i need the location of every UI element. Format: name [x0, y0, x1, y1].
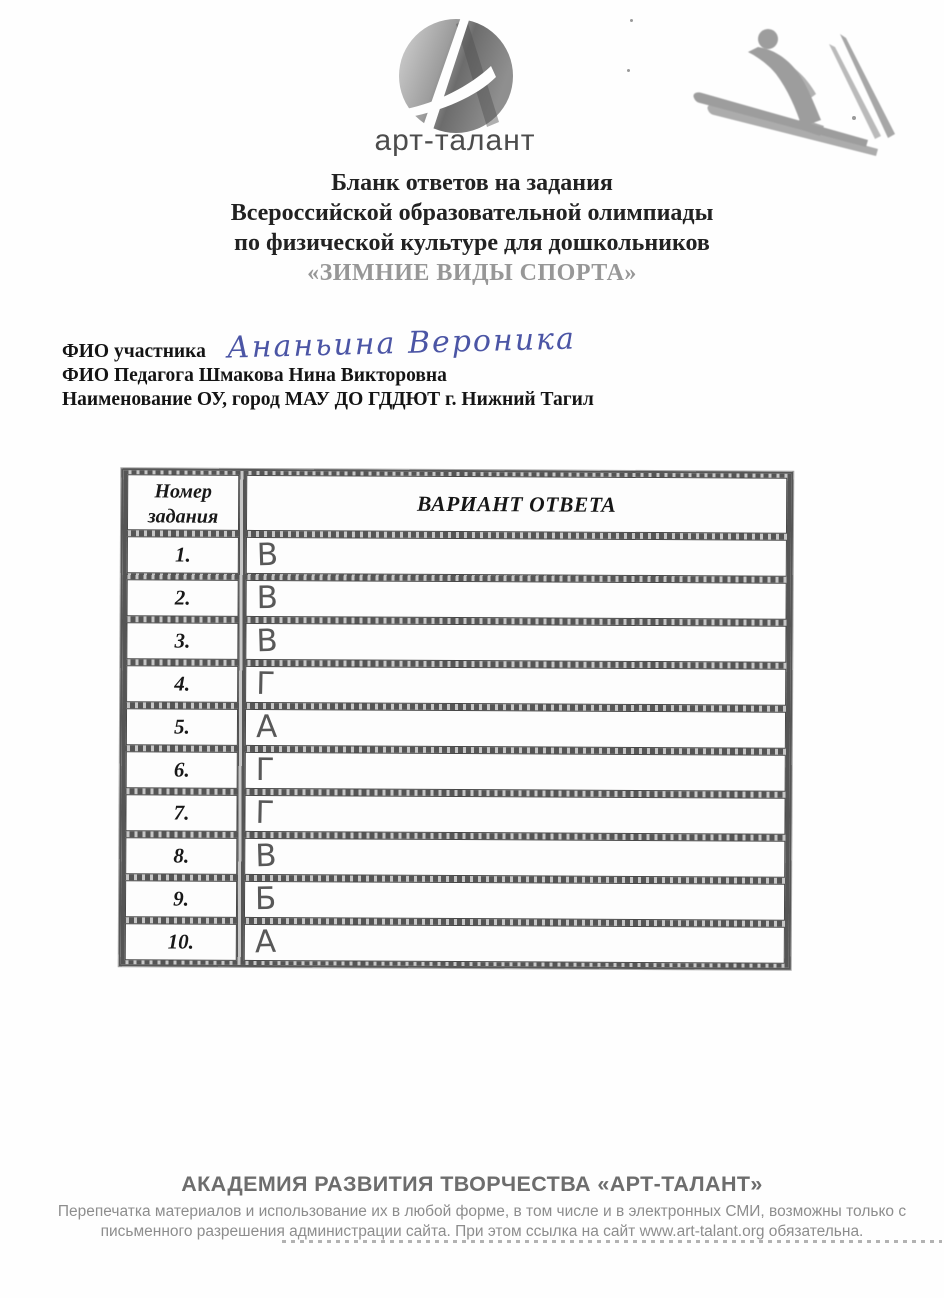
answer-cell [244, 795, 785, 835]
document-title [0, 168, 944, 288]
handwritten-answer: В [256, 579, 279, 617]
handwritten-answer: Г [255, 665, 276, 703]
task-number-cell: 5. [126, 708, 238, 746]
answer-cell [245, 666, 786, 706]
brand-wordmark: арт-талант [374, 124, 536, 157]
handwritten-answer: Г [255, 794, 275, 832]
handwritten-answer: В [255, 622, 279, 660]
participant-info [62, 321, 782, 412]
school-line: Наименование ОУ, город МАУ ДО ГДДЮТ г. Нижний Тагил [62, 389, 594, 410]
participant-name-line [62, 321, 782, 366]
title-line-1: Бланк ответов на задания [331, 170, 613, 196]
task-number-cell: 1. [127, 536, 239, 574]
task-number-cell: 9. [125, 880, 237, 918]
answer-cell [244, 838, 785, 878]
task-number-cell: 4. [126, 665, 238, 703]
task-number-cell: 6. [126, 751, 238, 789]
answer-cell [245, 623, 786, 663]
answer-cell [246, 580, 787, 620]
scanner-artifact-line [282, 1240, 942, 1243]
handwritten-answer: А [254, 923, 277, 961]
handwritten-participant-name: Ананьина Вероника [226, 321, 577, 366]
task-number-cell: 10. [125, 923, 237, 961]
ski-jumper-image [688, 14, 902, 160]
column-header-task-number: Номер задания [127, 474, 239, 531]
answers-table [119, 468, 794, 970]
handwritten-answer: Б [254, 880, 277, 918]
answer-cell [245, 752, 786, 792]
answer-cell [246, 537, 787, 577]
participant-name-label: ФИО участника [62, 341, 206, 362]
handwritten-answer: В [254, 837, 278, 875]
answer-cell [245, 709, 786, 749]
task-number-cell: 7. [125, 794, 237, 832]
scan-speck [630, 19, 633, 22]
teacher-line: ФИО Педагога Шмакова Нина Викторовна [62, 365, 447, 386]
column-header-answer-variant: ВАРИАНТ ОТВЕТА [246, 475, 787, 534]
scan-speck [852, 116, 856, 120]
scan-speck [627, 69, 630, 72]
footer-disclaimer [32, 1202, 932, 1242]
footer-disclaimer-line-2: письменного разрешения администрации сайта. При этом ссылка на сайт www.art-talant.org обязательна. [100, 1223, 864, 1240]
footer-org-title: АКАДЕМИЯ РАЗВИТИЯ ТВОРЧЕСТВА «АРТ-ТАЛАНТ» [181, 1172, 763, 1196]
title-line-2: Всероссийской образовательной олимпиады [230, 200, 714, 226]
title-line-3: по физической культуре для дошкольников [234, 230, 710, 256]
handwritten-answer: Г [255, 751, 275, 789]
handwritten-answer: В [256, 536, 279, 574]
task-number-cell: 2. [127, 579, 239, 617]
handwritten-answer: А [255, 708, 278, 746]
task-number-cell: 8. [125, 837, 237, 875]
title-line-olympiad-name: «ЗИМНИЕ ВИДЫ СПОРТА» [307, 260, 637, 286]
answer-cell [244, 924, 785, 964]
footer-disclaimer-line-1: Перепечатка материалов и использование их в любой форме, в том числе и в электронных СМИ, возможны только с [57, 1203, 907, 1220]
answer-cell [244, 881, 785, 921]
task-number-cell: 3. [126, 622, 238, 660]
